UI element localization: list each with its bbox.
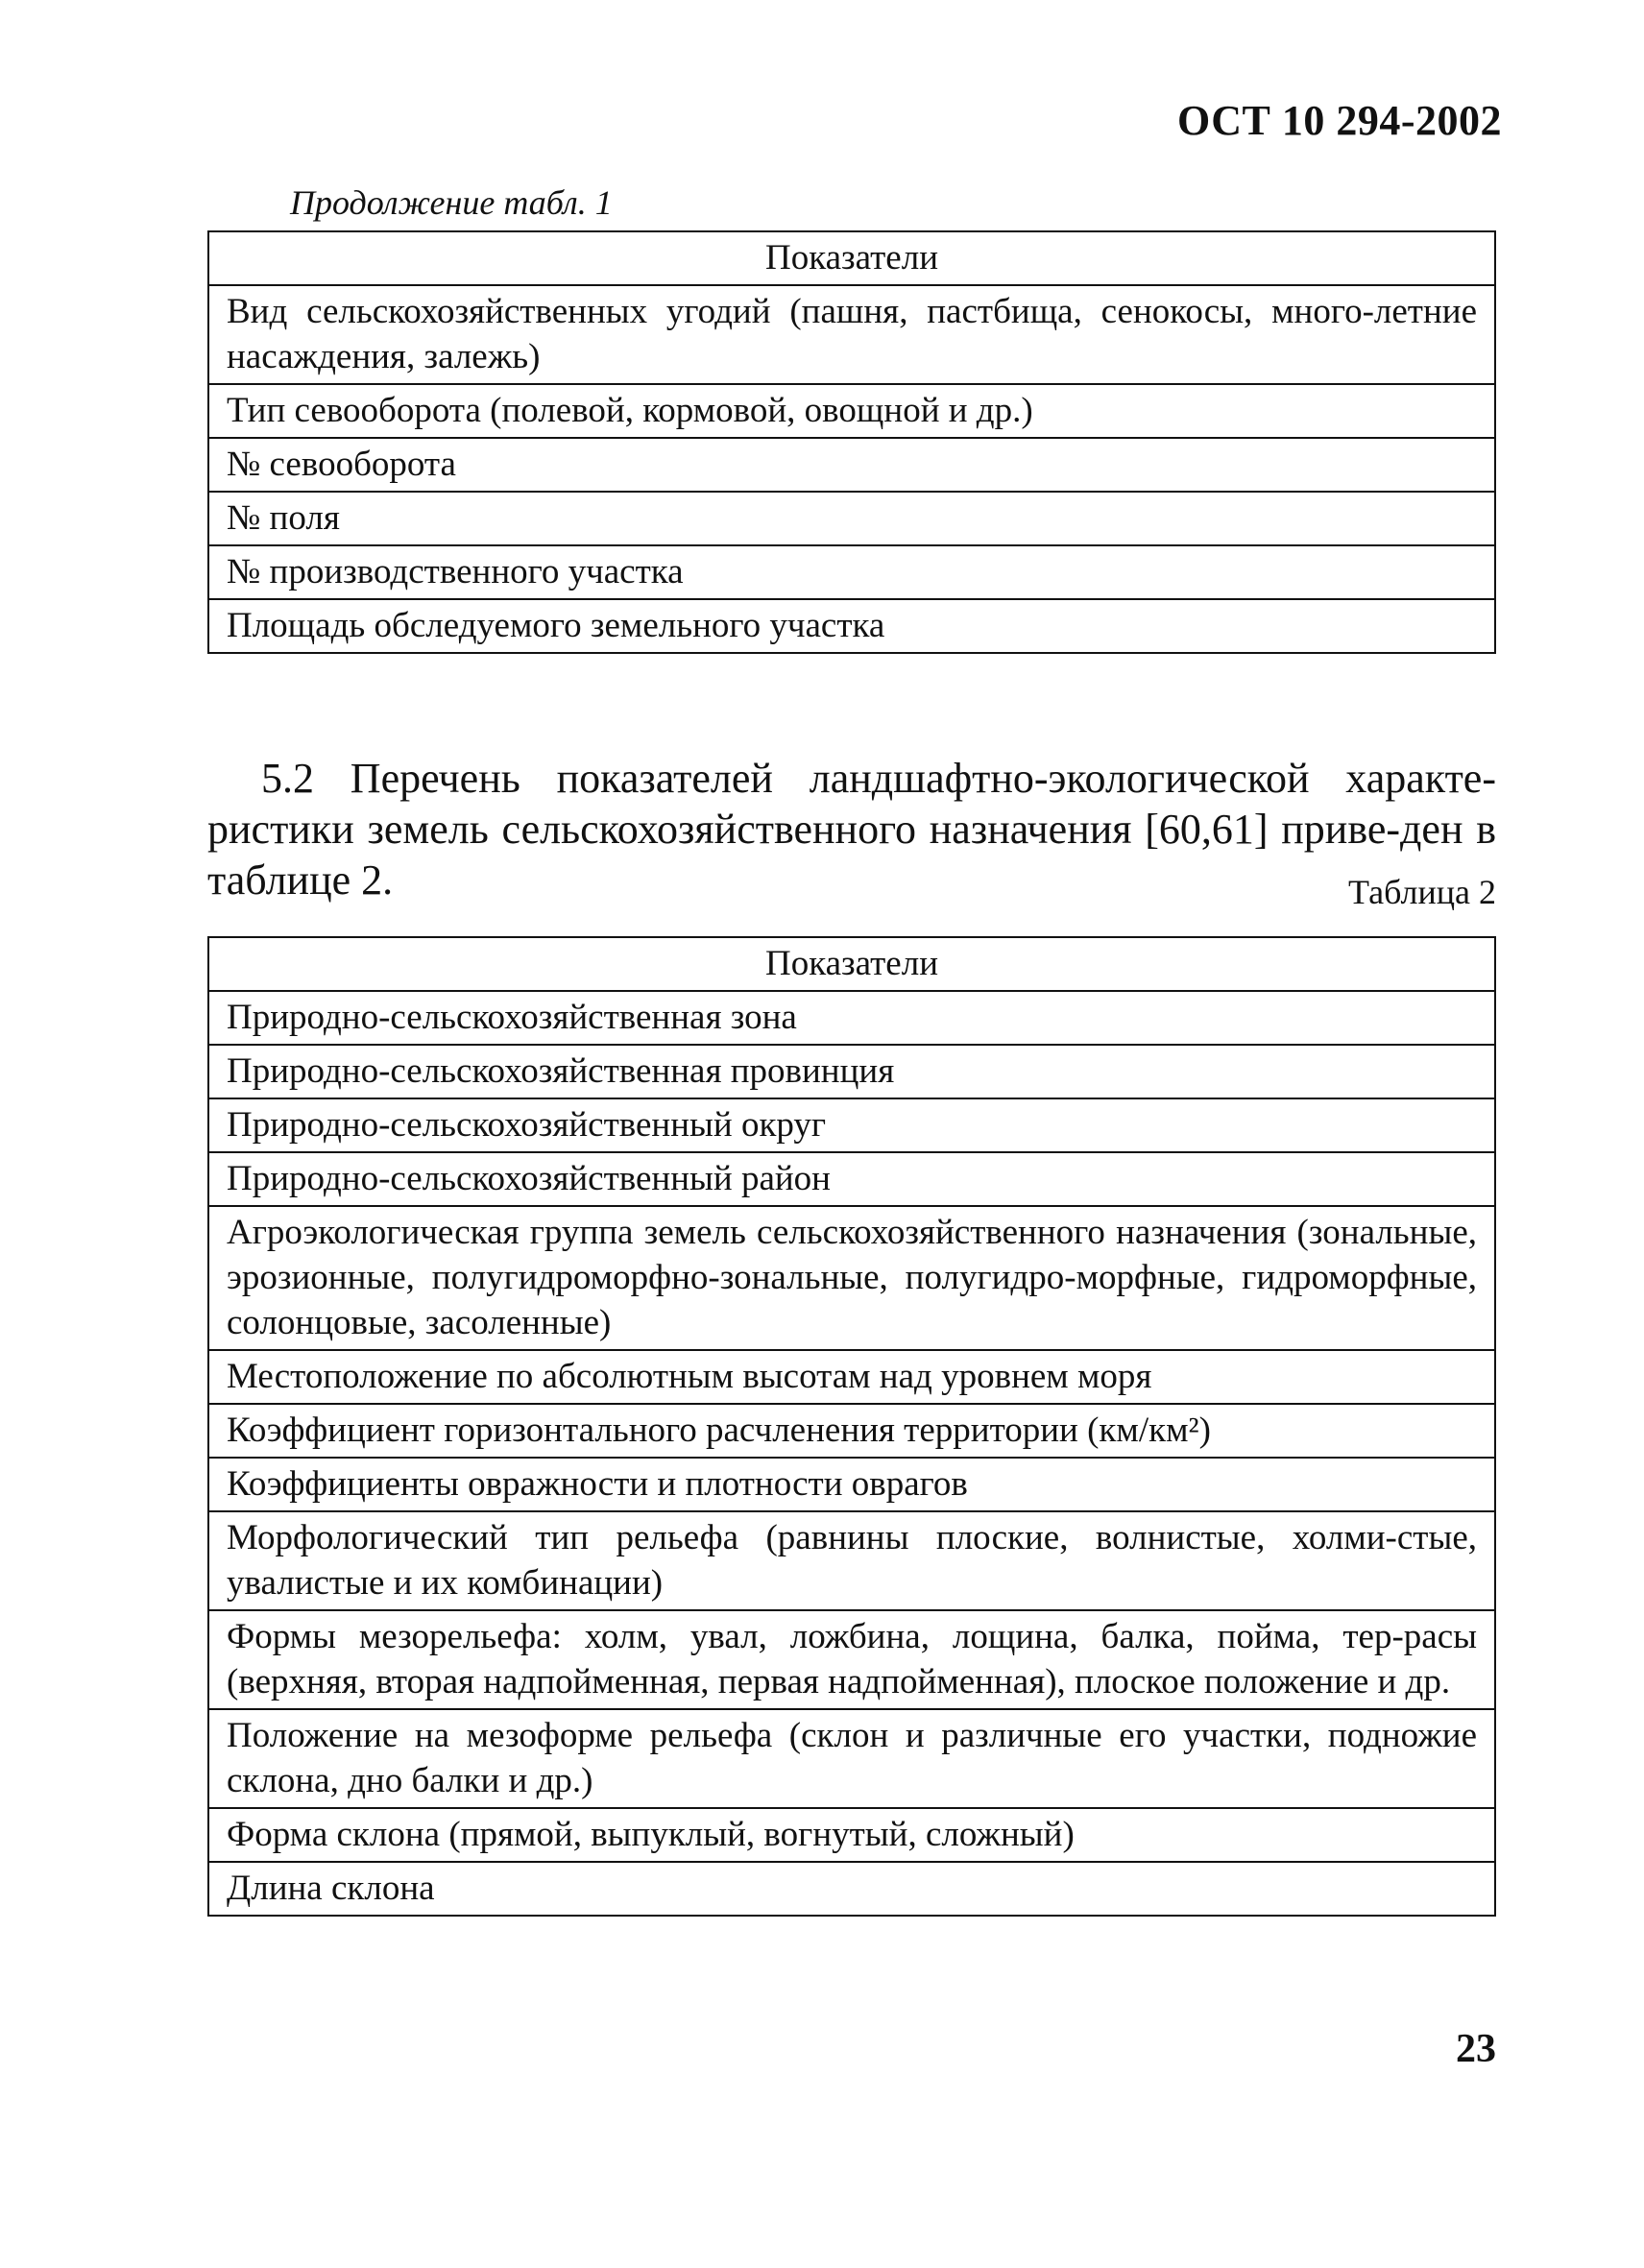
table-cell: Форма склона (прямой, выпуклый, вогнутый, сложный)	[208, 1808, 1495, 1862]
table-cell: Морфологический тип рельефа (равнины плоские, волнистые, холми-стые, увалистые и их комбинации)	[208, 1511, 1495, 1610]
table-row	[208, 492, 1495, 545]
table-2	[207, 936, 1496, 1917]
table-cell: Природно-сельскохозяйственная провинция	[208, 1045, 1495, 1098]
table-cell: Местоположение по абсолютным высотам над уровнем моря	[208, 1350, 1495, 1404]
table-cell: Агроэкологическая группа земель сельскохозяйственного назначения (зональные, эрозионные, полугидроморфно-зональные, полугидро-морфные, гидроморфные, солонцовые, засоленные)	[208, 1206, 1495, 1350]
table-row	[208, 384, 1495, 438]
table-row	[208, 599, 1495, 653]
table-row	[208, 1709, 1495, 1808]
table-row	[208, 991, 1495, 1045]
table-cell: Коэффициент горизонтального расчленения территории (км/км²)	[208, 1404, 1495, 1458]
table-row	[208, 1862, 1495, 1916]
table1-caption: Продолжение табл. 1	[290, 183, 613, 222]
table-row	[208, 1045, 1495, 1098]
table-cell: Природно-сельскохозяйственная зона	[208, 991, 1495, 1045]
table-cell: Природно-сельскохозяйственный округ	[208, 1098, 1495, 1152]
table-row	[208, 1350, 1495, 1404]
table-row	[208, 1808, 1495, 1862]
table-row	[208, 285, 1495, 384]
table-cell: Вид сельскохозяйственных угодий (пашня, пастбища, сенокосы, много-летние насаждения, залежь)	[208, 285, 1495, 384]
table-row	[208, 1458, 1495, 1511]
table-header-row	[208, 937, 1495, 991]
table-cell: № производственного участка	[208, 545, 1495, 599]
table-row	[208, 1098, 1495, 1152]
table-row	[208, 1152, 1495, 1206]
table-cell: № поля	[208, 492, 1495, 545]
table2-label: Таблица 2	[1348, 873, 1496, 911]
section-5-2-paragraph: 5.2 Перечень показателей ландшафтно-экологической характе-ристики земель сельскохозяйственного назначения [60,61] приве-ден в таблице 2.	[207, 755, 1496, 904]
table-cell: Природно-сельскохозяйственный район	[208, 1152, 1495, 1206]
table-row	[208, 1511, 1495, 1610]
table-cell: Формы мезорельефа: холм, увал, ложбина, лощина, балка, пойма, тер-расы (верхняя, вторая надпойменная, первая надпойменная), плоское положение и др.	[208, 1610, 1495, 1709]
table-row	[208, 438, 1495, 492]
column-header: Показатели	[208, 231, 1495, 285]
table-row	[208, 545, 1495, 599]
table-row	[208, 1404, 1495, 1458]
table-cell: Тип севооборота (полевой, кормовой, овощной и др.)	[208, 384, 1495, 438]
page-number: 23	[1456, 2027, 1496, 2071]
table-row	[208, 1206, 1495, 1350]
table-1	[207, 230, 1496, 654]
table-cell: № севооборота	[208, 438, 1495, 492]
table-cell: Площадь обследуемого земельного участка	[208, 599, 1495, 653]
document-code: ОСТ 10 294-2002	[1176, 97, 1502, 144]
table-cell: Положение на мезоформе рельефа (склон и различные его участки, подножие склона, дно балки и др.)	[208, 1709, 1495, 1808]
table-cell: Длина склона	[208, 1862, 1495, 1916]
table-header-row	[208, 231, 1495, 285]
table-cell: Коэффициенты овражности и плотности оврагов	[208, 1458, 1495, 1511]
column-header: Показатели	[208, 937, 1495, 991]
table-row	[208, 1610, 1495, 1709]
